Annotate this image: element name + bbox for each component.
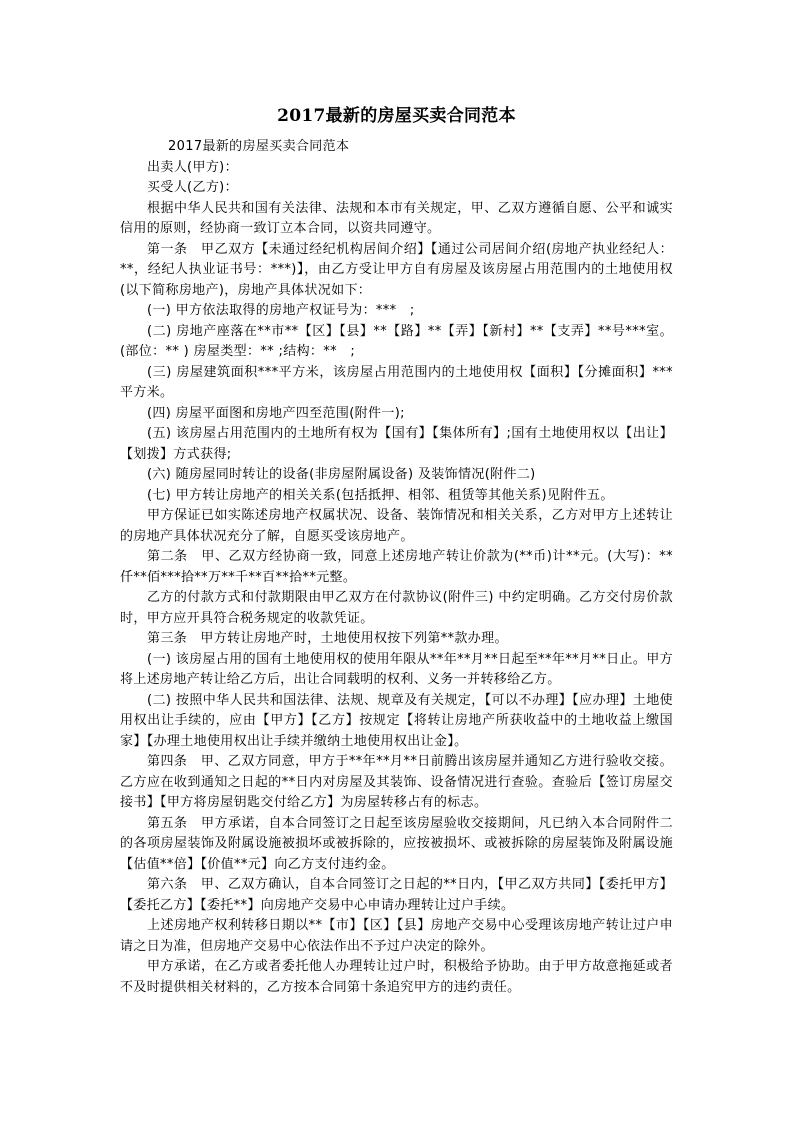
paragraph: 第五条 甲方承诺，自本合同签订之日起至该房屋验收交接期间，凡已纳入本合同附件二的各项房屋装饰及附属设施被损坏或被拆除的，应按被损坏、或被拆除的房屋装饰及附属设施【估值**倍】【价值**元】向乙方支付违约金。 — [120, 815, 673, 872]
paragraph: 第二条 甲、乙双方经协商一致，同意上述房地产转让价款为(**币)计**元。(大写)：**仟**佰***拾**万**千**百**拾**元整。 — [120, 549, 673, 585]
paragraph: 乙方的付款方式和付款期限由甲乙双方在付款协议(附件三) 中约定明确。乙方交付房价款时，甲方应开具符合税务规定的收款凭证。 — [120, 590, 673, 626]
paragraph: (一) 该房屋占用的国有土地使用权的使用年限从**年**月**日起至**年**月**日止。甲方将上述房地产转让给乙方后，出让合同载明的权利、义务一并转移给乙方。 — [120, 651, 673, 687]
paragraph: 第三条 甲方转让房地产时，土地使用权按下列第**款办理。 — [147, 631, 508, 646]
document-body — [120, 137, 673, 998]
paragraph: 上述房地产权利转移日期以**【市】【区】【县】房地产交易中心受理该房地产转让过户申请之日为准，但房地产交易中心依法作出不予过户决定的除外。 — [120, 918, 673, 954]
document-title: 2017最新的房屋买卖合同范本 — [277, 106, 516, 126]
paragraph: (四) 房屋平面图和房地产四至范围(附件一); — [147, 405, 405, 421]
paragraph: (三) 房屋建筑面积***平方米，该房屋占用范围内的土地使用权【面积】【分摊面积】***平方米。 — [120, 364, 673, 400]
paragraph: 甲方保证已如实陈述房地产权属状况、设备、装饰情况和相关关系，乙方对甲方上述转让的房地产具体状况充分了解，自愿买受该房地产。 — [120, 508, 673, 544]
paragraph: (六) 随房屋同时转让的设备(非房屋附属设备) 及装饰情况(附件二) — [147, 467, 536, 482]
paragraph: 第六条 甲、乙双方确认，自本合同签订之日起的**日内，【甲乙双方共同】【委托甲方】【委托乙方】【委托**】向房地产交易中心申请办理转让过户手续。 — [120, 877, 673, 913]
paragraph: (七) 甲方转让房地产的相关关系(包括抵押、相邻、租赁等其他关系)见附件五。 — [147, 487, 614, 503]
paragraph: (五) 该房屋占用范围内的土地所有权为【国有】【集体所有】;国有土地使用权以【出让】【划拨】方式获得; — [120, 426, 673, 462]
paragraph: (一) 甲方依法取得的房地产权证号为：*** ; — [147, 303, 415, 318]
paragraph: 出卖人(甲方)： — [147, 159, 238, 175]
paragraph: 第四条 甲、乙双方同意，甲方于**年**月**日前腾出该房屋并通知乙方进行验收交接。乙方应在收到通知之日起的**日内对房屋及其装饰、设备情况进行查验。查验后【签订房屋交接书】【甲方将房屋钥匙交付给乙方】为房屋转移占有的标志。 — [120, 754, 673, 810]
paragraph: 第一条 甲乙双方【未通过经纪机构居间介绍】【通过公司居间介绍(房地产执业经纪人：**，经纪人执业证书号：***)】，由乙方受让甲方自有房屋及该房屋占用范围内的土地使用权(以下简称房地产)，房地产具体状况如下： — [120, 241, 673, 298]
paragraph: (二) 按照中华人民共和国法律、法规、规章及有关规定，【可以不办理】【应办理】土地使用权出让手续的，应由【甲方】【乙方】按规定【将转让房地产所获收益中的土地收益上缴国家】【办理土地使用权出让手续并缴纳土地使用权出让金】。 — [120, 692, 673, 749]
paragraph: 根据中华人民共和国有关法律、法规和本市有关规定，甲、乙双方遵循自愿、公平和诚实信用的原则，经协商一致订立本合同，以资共同遵守。 — [120, 200, 673, 236]
paragraph: 2017最新的房屋买卖合同范本 — [168, 139, 350, 154]
paragraph: 甲方承诺，在乙方或者委托他人办理转让过户时，积极给予协助。由于甲方故意拖延或者不及时提供相关材料的，乙方按本合同第十条追究甲方的违约责任。 — [120, 959, 673, 995]
paragraph: (二) 房地产座落在**市**【区】【县】**【路】**【弄】【新村】**【支弄】**号***室。(部位：** ) 房屋类型：** ;结构：** ; — [120, 323, 673, 359]
paragraph: 买受人(乙方)： — [147, 180, 238, 195]
